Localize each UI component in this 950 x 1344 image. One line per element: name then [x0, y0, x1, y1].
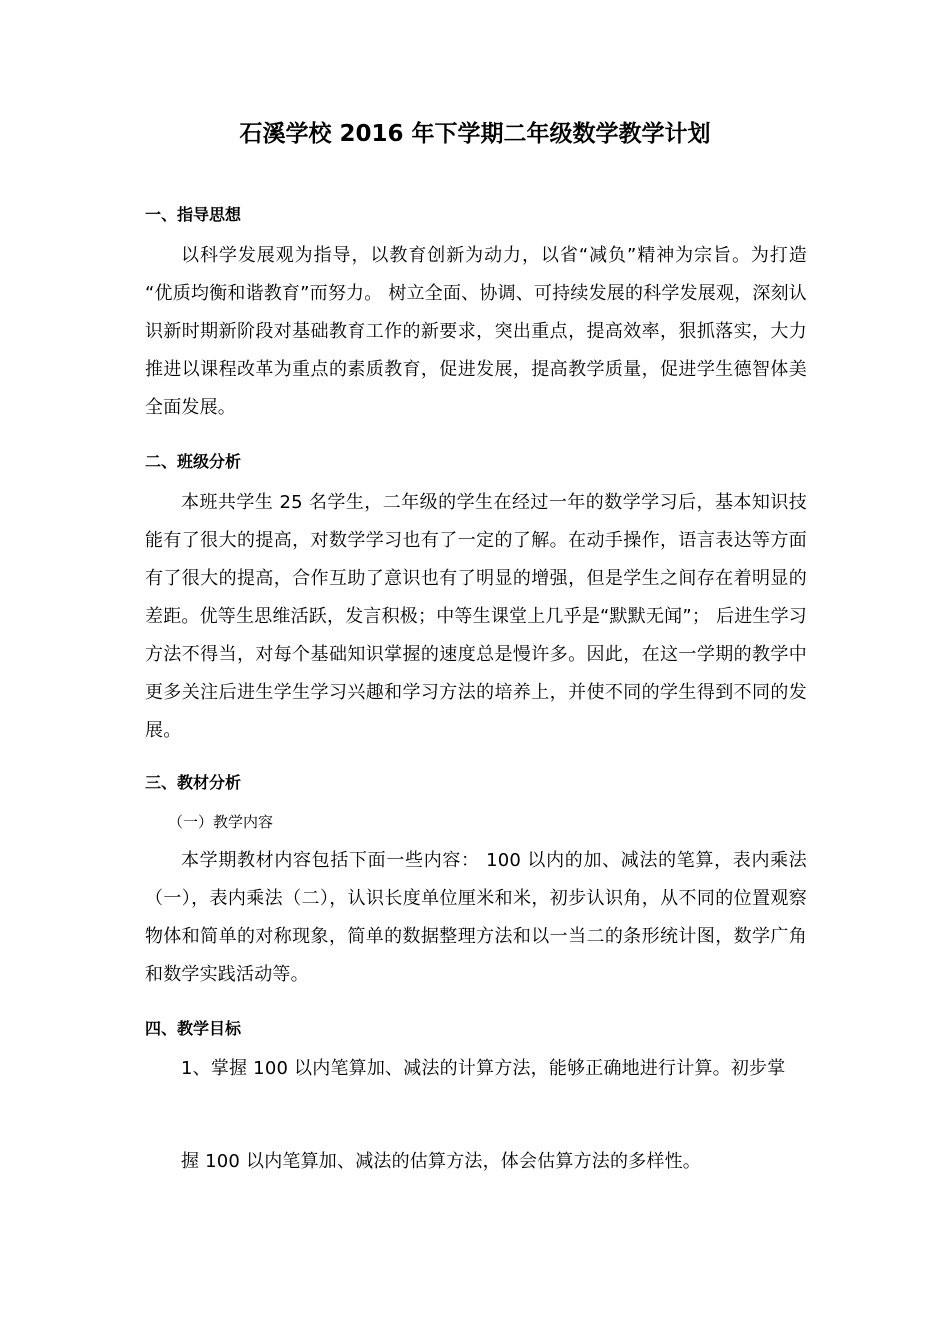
section-heading-textbook-analysis: 三、教材分析 [145, 773, 242, 792]
section-paragraph-teaching-goals-continued: 握 100 以内笔算加、减法的估算方法，体会估算方法的多样性。 [181, 1151, 701, 1172]
document-title: 石溪学校 2016 年下学期二年级数学教学计划 [239, 121, 711, 147]
section-heading-teaching-goals: 四、教学目标 [145, 1019, 242, 1038]
section-heading-class-analysis: 二、班级分析 [145, 452, 242, 471]
section-paragraph-teaching-content: 本学期教材内容包括下面一些内容： 100 以内的加、减法的笔算，表内乘法（一），表内乘法（二），认识长度单位厘米和米，初步认识角，从不同的位置观察物体和简单的对称现象，简单的数据整理方法和以一当二的条形统计图，数学广角和数学实践活动等。 [145, 850, 807, 985]
subsection-heading-teaching-content: （一）教学内容 [168, 813, 274, 831]
section-paragraph-teaching-goals: 1、掌握 100 以内笔算加、减法的计算方法，能够正确地进行计算。初步掌 [181, 1058, 786, 1079]
section-paragraph-class-analysis: 本班共学生 25 名学生，二年级的学生在经过一年的数学学习后，基本知识技能有了很大的提高，对数学学习也有了一定的了解。在动手操作，语言表达等方面有了很大的提高，合作互助了意识也有了明显的增强，但是学生之间存在着明显的差距。优等生思维活跃，发言积极；中等生课堂上几乎是“默默无闻”； 后进生学习方法不得当，对每个基础知识掌握的速度总是慢许多。因此，在这一学期的教学中更多关注后进生学生学习兴趣和学习方法的培养上，并使不同的学生得到不同的发展。 [145, 492, 807, 741]
section-paragraph-guiding-ideology: 以科学发展观为指导，以教育创新为动力，以省“减负”精神为宗旨。为打造 “优质均衡和谐教育”而努力。 树立全面、协调、可持续发展的科学发展观，深刻认识新时期新阶段对基础教育工作的新要求，突出重点，提高效率，狠抓落实，大力推进以课程改革为重点的素质教育，促进发展，提高教学质量，促进学生德智体美全面发展。 [145, 245, 807, 418]
section-heading-guiding-ideology: 一、指导思想 [145, 205, 242, 224]
